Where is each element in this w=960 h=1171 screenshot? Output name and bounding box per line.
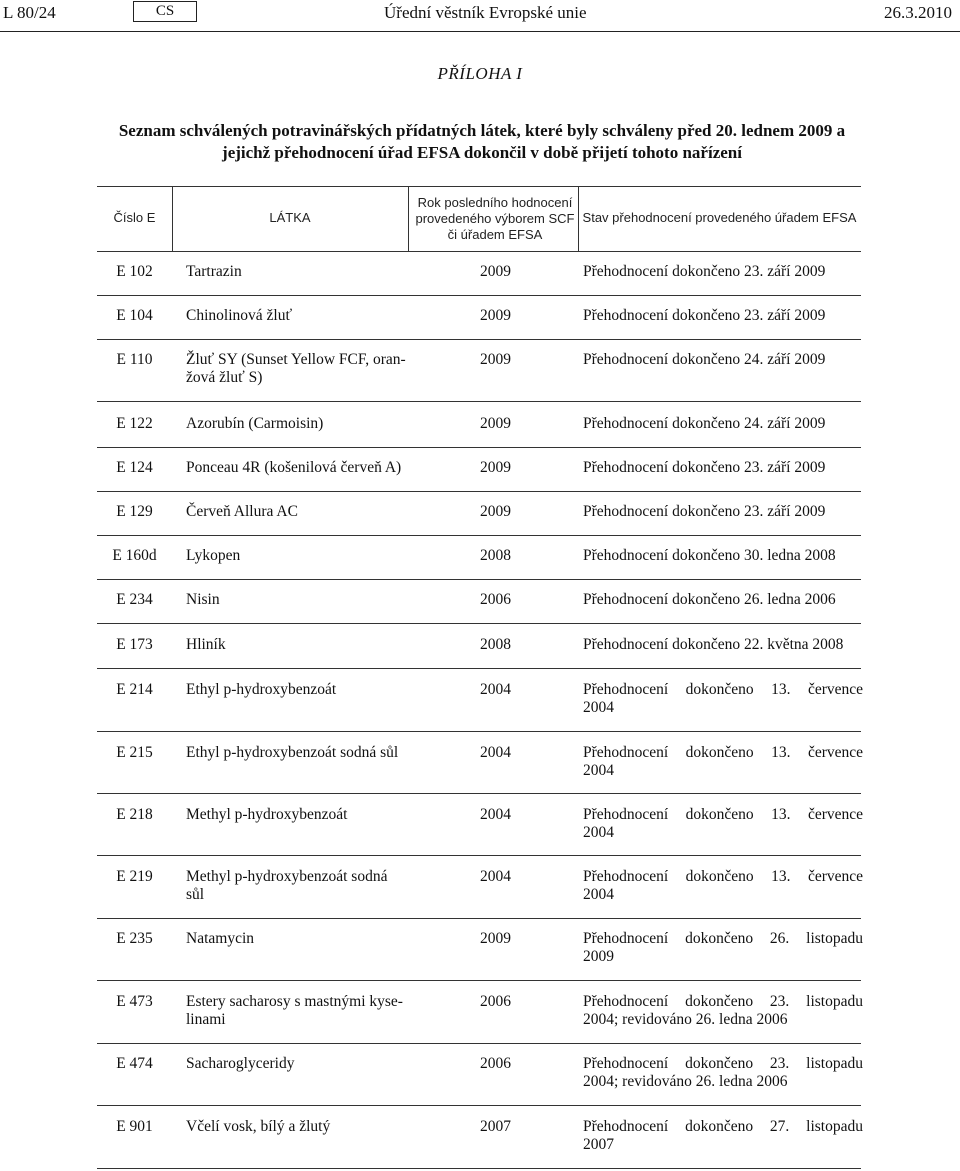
row-divider (97, 731, 861, 732)
cell-year (480, 591, 511, 609)
cell-status (583, 636, 863, 654)
journal-title: Úřední věstník Evropské unie (384, 3, 587, 22)
status-text-cont: 2007 (583, 1136, 614, 1153)
cell-year (480, 1118, 511, 1136)
e-number: E 219 (116, 868, 153, 885)
e-number: E 218 (116, 806, 153, 823)
status-text-cont: 2004; revidováno 26. ledna 2006 (583, 1011, 788, 1028)
cell-year (480, 868, 511, 886)
e-number: E 129 (116, 503, 153, 520)
substance-name: Tartrazin (186, 263, 242, 280)
row-divider (97, 447, 861, 448)
cell-year (480, 459, 511, 477)
cell-status (583, 744, 863, 780)
cell-status (583, 591, 863, 609)
substance-name: Natamycin (186, 930, 255, 947)
page-number: L 80/24 (3, 3, 56, 22)
cell-e-number (97, 993, 172, 1011)
annex-title: PŘÍLOHA I (437, 64, 523, 83)
cell-status (583, 993, 863, 1029)
e-number: E 124 (116, 459, 153, 476)
status-text: Přehodnocení dokončeno 24. září 2009 (583, 351, 826, 368)
cell-e-number (97, 1055, 172, 1073)
substance-name: Včelí vosk, bílý a žlutý (186, 1118, 331, 1135)
substance-name: Žluť SY (Sunset Yellow FCF, oran- (186, 351, 406, 368)
cell-substance (186, 806, 418, 824)
evaluation-year: 2009 (480, 459, 511, 476)
row-divider (97, 855, 861, 856)
e-number: E 901 (116, 1118, 153, 1135)
substance-name: Methyl p-hydroxybenzoát sodná (186, 868, 388, 885)
cell-substance (186, 415, 418, 433)
cell-substance (186, 547, 418, 565)
cell-status (583, 263, 863, 281)
column-divider (408, 186, 409, 252)
cell-e-number (97, 263, 172, 281)
cell-year (480, 744, 511, 762)
status-text: Přehodnocení dokončeno 23. září 2009 (583, 503, 826, 520)
substance-name: Ethyl p-hydroxybenzoát sodná sůl (186, 744, 399, 761)
substance-name: Hliník (186, 636, 226, 653)
status-text-cont: 2009 (583, 948, 614, 965)
evaluation-year: 2008 (480, 636, 511, 653)
e-number: E 102 (116, 263, 153, 280)
substance-name: Methyl p-hydroxybenzoát (186, 806, 348, 823)
cell-substance (186, 351, 418, 387)
header-substance: LÁTKA (269, 210, 311, 225)
evaluation-year: 2009 (480, 307, 511, 324)
status-text: Přehodnocení dokončeno 30. ledna 2008 (583, 547, 836, 564)
cell-e-number (97, 415, 172, 433)
row-divider (97, 918, 861, 919)
cell-e-number (97, 547, 172, 565)
evaluation-year: 2004 (480, 806, 511, 823)
e-number: E 214 (116, 681, 153, 698)
evaluation-year: 2008 (480, 547, 511, 564)
cell-substance (186, 681, 418, 699)
substance-name: Chinolinová žluť (186, 307, 293, 324)
cell-year (480, 993, 511, 1011)
header-e-number: Číslo E (113, 210, 156, 225)
substance-name-cont: linami (186, 1011, 226, 1028)
row-divider (97, 668, 861, 669)
language-badge: CS (133, 1, 197, 22)
cell-e-number (97, 636, 172, 654)
substance-name: Červeň Allura AC (186, 503, 298, 520)
cell-e-number (97, 1118, 172, 1136)
status-text: Přehodnocení dokončeno 13. července (583, 868, 863, 885)
e-number: E 474 (116, 1055, 153, 1072)
row-divider (97, 1043, 861, 1044)
cell-e-number (97, 459, 172, 477)
row-divider (97, 491, 861, 492)
status-text: Přehodnocení dokončeno 23. září 2009 (583, 459, 826, 476)
page-header (0, 0, 960, 30)
cell-substance (186, 930, 418, 948)
status-text-cont: 2004 (583, 824, 614, 841)
evaluation-year: 2004 (480, 868, 511, 885)
status-text: Přehodnocení dokončeno 23. září 2009 (583, 307, 826, 324)
cell-status (583, 307, 863, 325)
status-text-cont: 2004 (583, 699, 614, 716)
cell-status (583, 868, 863, 904)
e-number: E 173 (116, 636, 153, 653)
cell-e-number (97, 681, 172, 699)
status-text: Přehodnocení dokončeno 23. listopadu (583, 993, 863, 1010)
substance-name-cont: žová žluť S) (186, 369, 263, 386)
document-title: Seznam schválených potravinářských přídatných látek, které byly schváleny před 20. lednem 2009 a jejichž přehodnocení úřad EFSA dokončil v době přijetí tohoto nařízení (118, 121, 846, 162)
cell-e-number (97, 744, 172, 762)
cell-substance (186, 868, 418, 904)
cell-status (583, 415, 863, 433)
cell-status (583, 681, 863, 717)
cell-year (480, 681, 511, 699)
row-divider (97, 401, 861, 402)
cell-e-number (97, 591, 172, 609)
cell-status (583, 806, 863, 842)
evaluation-year: 2004 (480, 681, 511, 698)
e-number: E 110 (116, 351, 153, 368)
evaluation-year: 2009 (480, 351, 511, 368)
evaluation-year: 2004 (480, 744, 511, 761)
cell-substance (186, 636, 418, 654)
status-text: Přehodnocení dokončeno 13. července (583, 806, 863, 823)
row-divider (97, 793, 861, 794)
status-text: Přehodnocení dokončeno 27. listopadu (583, 1118, 863, 1135)
cell-substance (186, 459, 418, 477)
cell-e-number (97, 806, 172, 824)
substance-name: Azorubín (Carmoisin) (186, 415, 324, 432)
status-text-cont: 2004 (583, 886, 614, 903)
e-number: E 104 (116, 307, 153, 324)
substance-name-cont: sůl (186, 886, 205, 903)
cell-year (480, 307, 511, 325)
cell-status (583, 1118, 863, 1154)
cell-year (480, 415, 511, 433)
cell-e-number (97, 307, 172, 325)
cell-year (480, 263, 511, 281)
status-text: Přehodnocení dokončeno 26. listopadu (583, 930, 863, 947)
cell-year (480, 806, 511, 824)
cell-year (480, 636, 511, 654)
row-divider (97, 1168, 861, 1169)
status-text: Přehodnocení dokončeno 13. července (583, 681, 863, 698)
evaluation-year: 2006 (480, 1055, 511, 1072)
evaluation-year: 2006 (480, 993, 511, 1010)
row-divider (97, 339, 861, 340)
substance-name: Lykopen (186, 547, 241, 564)
cell-substance (186, 503, 418, 521)
cell-substance (186, 591, 418, 609)
evaluation-year: 2009 (480, 415, 511, 432)
header-status: Stav přehodnocení provedeného úřadem EFSA (582, 210, 857, 225)
substance-name: Sacharoglyceridy (186, 1055, 295, 1072)
cell-e-number (97, 351, 172, 369)
cell-e-number (97, 503, 172, 521)
substance-name: Estery sacharosy s mastnými kyse- (186, 993, 403, 1010)
status-text: Přehodnocení dokončeno 22. května 2008 (583, 636, 844, 653)
cell-status (583, 930, 863, 966)
evaluation-year: 2009 (480, 930, 511, 947)
evaluation-year: 2009 (480, 503, 511, 520)
cell-status (583, 547, 863, 565)
status-text: Přehodnocení dokončeno 23. listopadu (583, 1055, 863, 1072)
cell-substance (186, 1118, 418, 1136)
status-text: Přehodnocení dokončeno 23. září 2009 (583, 263, 826, 280)
cell-substance (186, 307, 418, 325)
cell-status (583, 1055, 863, 1091)
e-number: E 122 (116, 415, 153, 432)
e-number: E 215 (116, 744, 153, 761)
publication-date: 26.3.2010 (884, 3, 952, 22)
row-divider (97, 251, 861, 252)
cell-status (583, 459, 863, 477)
cell-e-number (97, 868, 172, 886)
status-text: Přehodnocení dokončeno 13. července (583, 744, 863, 761)
header-divider (0, 31, 960, 32)
evaluation-year: 2009 (480, 263, 511, 280)
e-number: E 234 (116, 591, 153, 608)
header-year: Rok posledního hodnocení provedeného výborem SCF či úřadem EFSA (415, 195, 575, 242)
row-divider (97, 1105, 861, 1106)
status-text-cont: 2004 (583, 762, 614, 779)
cell-substance (186, 993, 418, 1029)
cell-substance (186, 263, 418, 281)
substance-name: Ethyl p-hydroxybenzoát (186, 681, 337, 698)
cell-substance (186, 1055, 418, 1073)
substance-name: Nisin (186, 591, 220, 608)
status-text-cont: 2004; revidováno 26. ledna 2006 (583, 1073, 788, 1090)
cell-status (583, 503, 863, 521)
status-text: Přehodnocení dokončeno 26. ledna 2006 (583, 591, 836, 608)
cell-status (583, 351, 863, 369)
cell-year (480, 1055, 511, 1073)
e-number: E 473 (116, 993, 153, 1010)
cell-year (480, 351, 511, 369)
row-divider (97, 579, 861, 580)
row-divider (97, 980, 861, 981)
evaluation-year: 2007 (480, 1118, 511, 1135)
cell-year (480, 547, 511, 565)
cell-substance (186, 744, 418, 762)
row-divider (97, 535, 861, 536)
table-top-rule (97, 186, 861, 187)
cell-year (480, 503, 511, 521)
e-number: E 235 (116, 930, 153, 947)
row-divider (97, 295, 861, 296)
evaluation-year: 2006 (480, 591, 511, 608)
cell-year (480, 930, 511, 948)
substance-name: Ponceau 4R (košenilová červeň A) (186, 459, 402, 476)
e-number: E 160d (112, 547, 157, 564)
status-text: Přehodnocení dokončeno 24. září 2009 (583, 415, 826, 432)
cell-e-number (97, 930, 172, 948)
row-divider (97, 623, 861, 624)
